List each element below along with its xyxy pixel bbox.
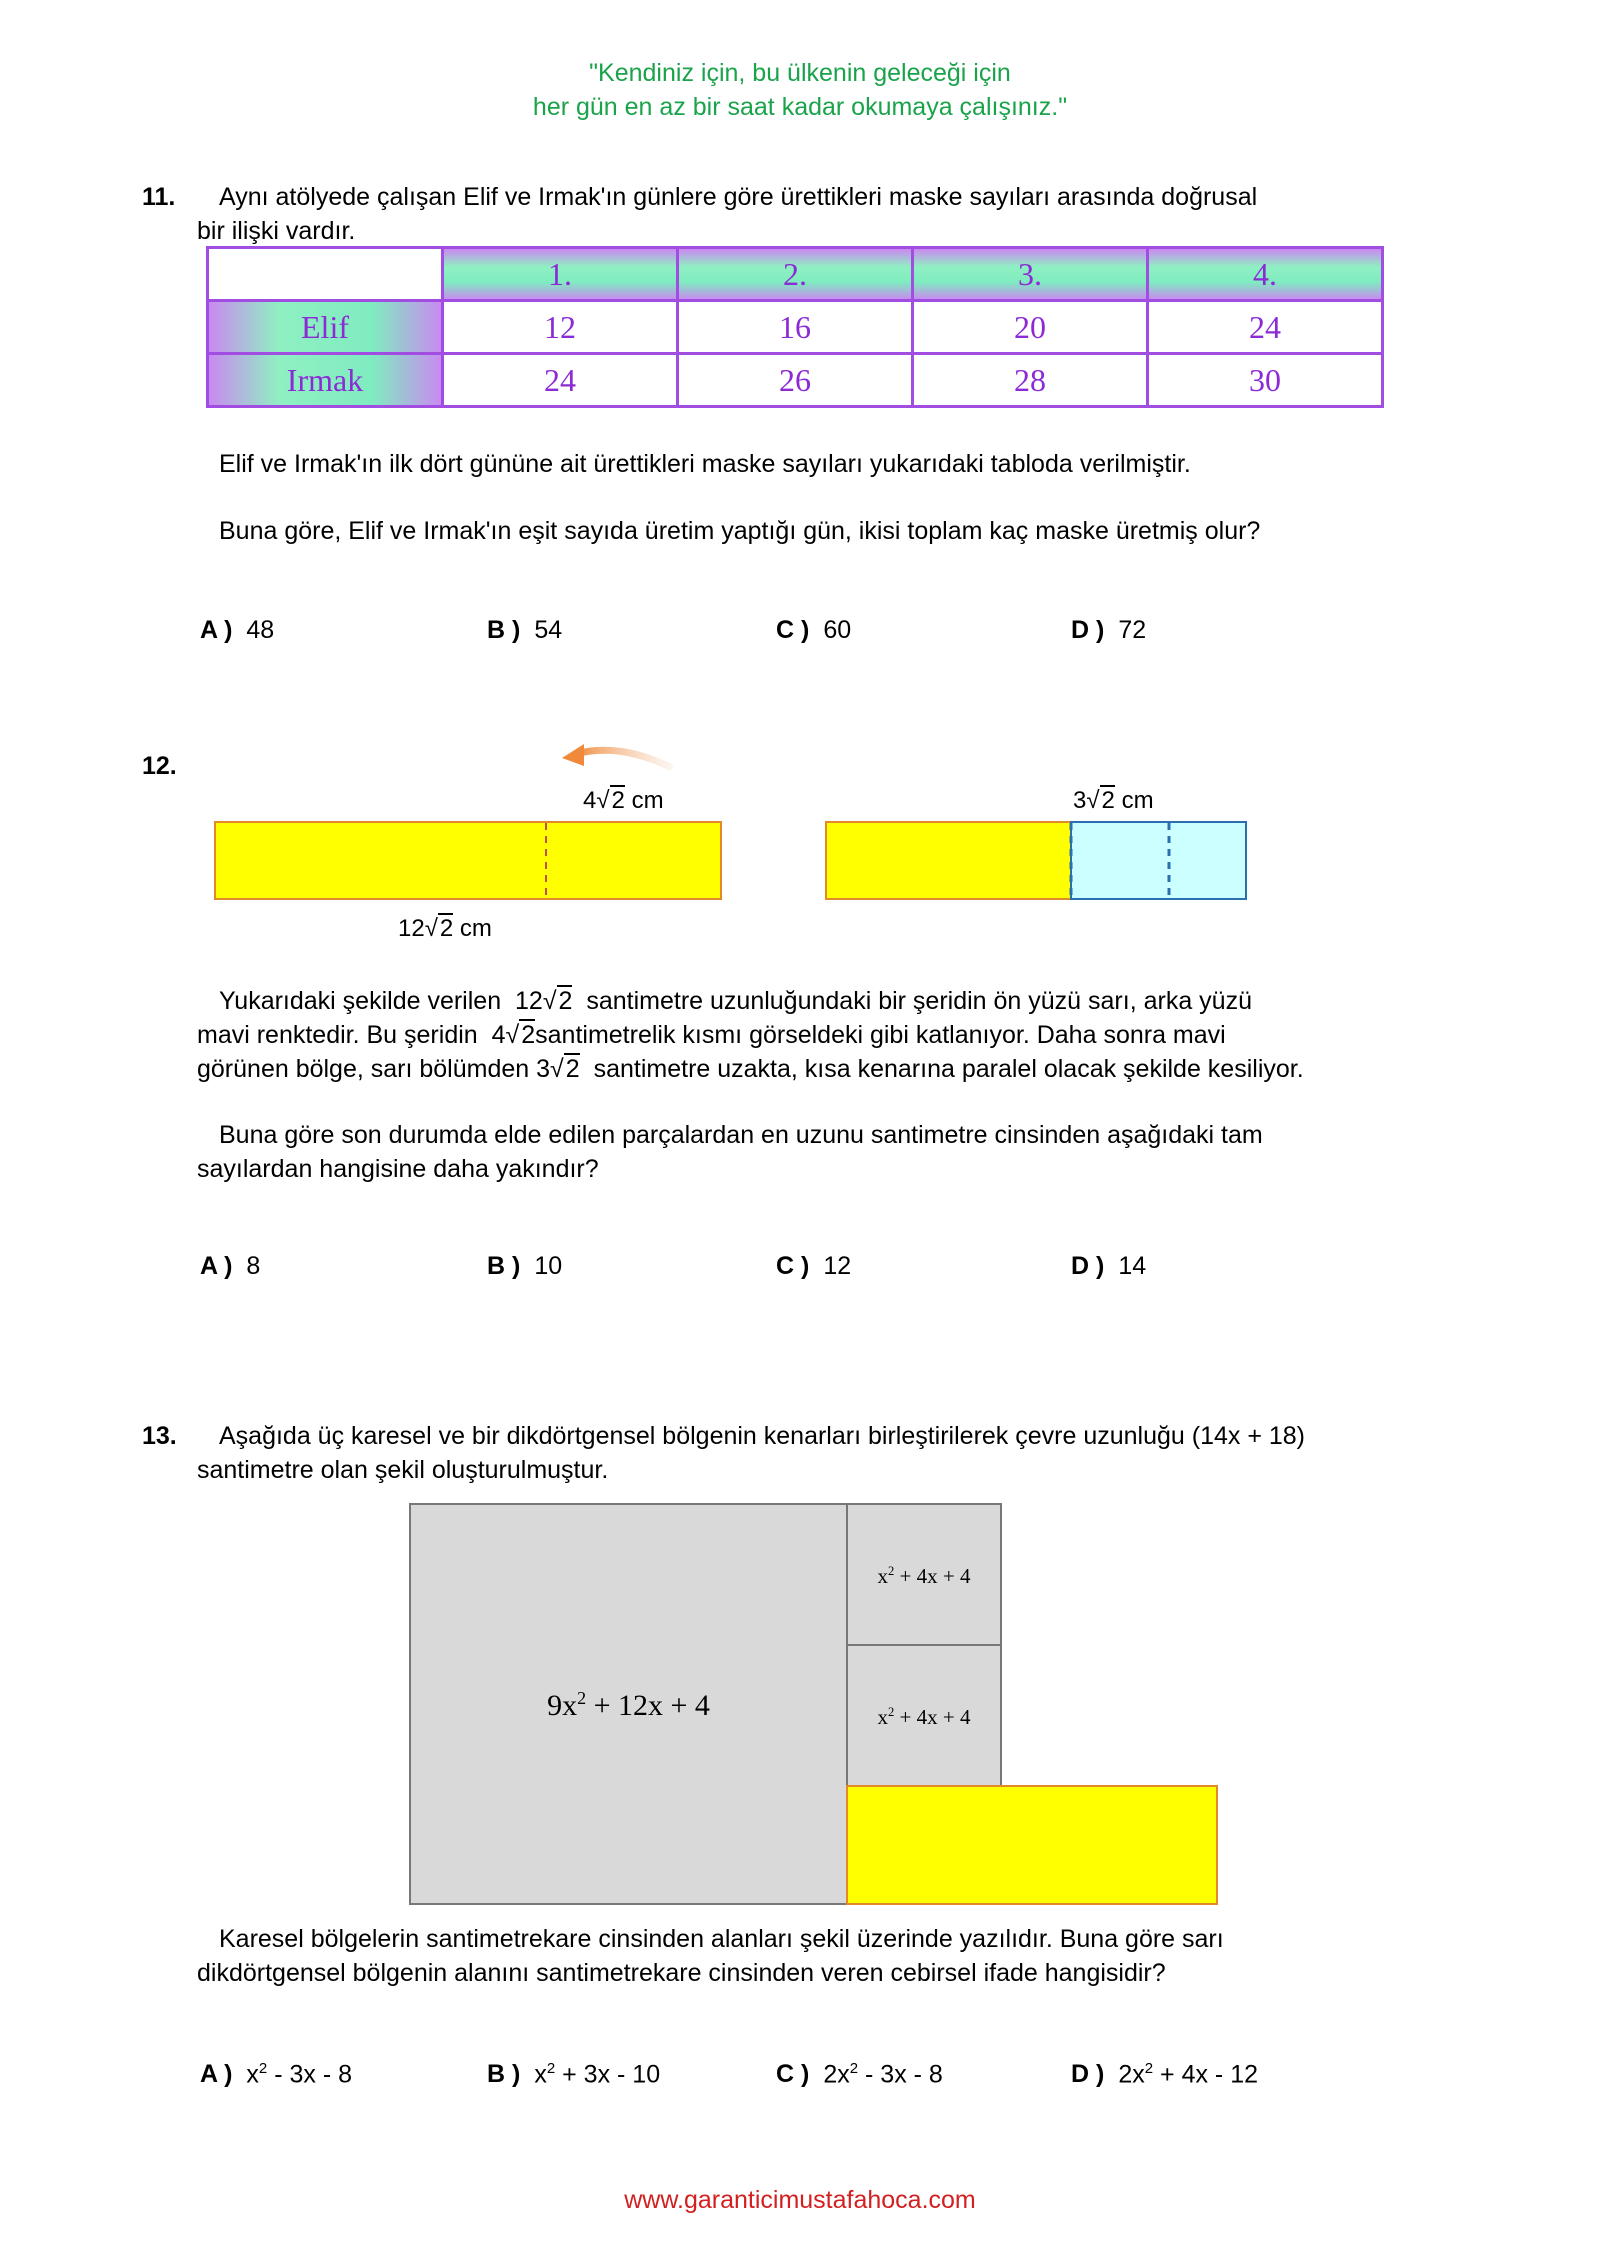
quote-line-1: "Kendiniz için, bu ülkenin geleceği için [589,59,1011,87]
q12-option-d[interactable]: D ) 14 [1071,1252,1147,1280]
small-square-area-label: $x^2 + 4x + 4$ [877,1564,971,1588]
q13-option-b[interactable]: B ) $x^2 + 3x - 10$ [487,2060,661,2089]
q11-text-line2: bir ilişki vardır. [197,217,356,245]
q12-option-c[interactable]: C ) 12 [776,1252,852,1280]
table-cell: 30 [1148,354,1383,407]
header-quote [0,56,1600,124]
q11-table [206,246,1384,408]
q11-option-c[interactable]: C ) 60 [776,616,852,644]
q13-text-line1: Aşağıda üç karesel ve bir dikdörtgensel bölgenin kenarları birleştirilerek çevre uzunluğu (14x + 18) [219,1422,1305,1450]
label-fold-length: 4√2 cm [583,787,664,814]
q13-question-line2: dikdörtgensel bölgenin alanını santimetrekare cinsinden veren cebirsel ifade hangisidir? [197,1959,1166,1987]
label-total-length: 12√2 cm [398,915,492,942]
quote-line-2: her gün en az bir saat kadar okumaya çalışınız." [532,93,1068,121]
q13-option-d[interactable]: D ) $2x^2 + 4x - 12$ [1071,2060,1258,2089]
table-row-header: Elif [208,301,443,354]
q12-question-line2: sayılardan hangisine daha yakındır? [197,1155,599,1183]
table-cell: 24 [443,354,678,407]
table-row-header: Irmak [208,354,443,407]
q13-text-line2: santimetre olan şekil oluşturulmuştur. [197,1456,609,1484]
q11-number: 11. [142,183,176,211]
table-cell: 12 [443,301,678,354]
q11-option-d[interactable]: D ) 72 [1071,616,1147,644]
table-row [208,354,1383,407]
arrow-head-icon [562,744,584,766]
q12-figure [0,730,1600,950]
label-cut-length: 3√2 cm [1073,787,1154,814]
footer-url[interactable]: www.garanticimustafahoca.com [624,2186,976,2214]
q13-option-c[interactable]: C ) $2x^2 - 3x - 8$ [776,2060,943,2089]
fold-arrow-icon [575,750,672,768]
q12-question-line1: Buna göre son durumda elde edilen parçalardan en uzunu santimetre cinsinden aşağıdaki tam [219,1121,1263,1149]
table-cell: 24 [1148,301,1383,354]
small-square-area-label: $x^2 + 4x + 4$ [877,1705,971,1729]
q12-text-line3: görünen bölge, sarı bölümden 3√2 santimetre uzakta, kısa kenarına paralel olacak şekilde kesiliyor. [197,1055,1304,1083]
yellow-strip [215,822,721,899]
table-cell: 16 [678,301,913,354]
q11-option-b[interactable]: B ) 54 [487,616,563,644]
table-cell: 20 [913,301,1148,354]
q12-text-line1: Yukarıdaki şekilde verilen 12√2 santimetre uzunluğundaki bir şeridin ön yüzü sarı, arka yüzü [219,987,1252,1015]
table-row [208,301,1383,354]
q13-option-a[interactable]: A ) $x^2 - 3x - 8$ [200,2060,352,2089]
table-cell: 28 [913,354,1148,407]
q12-option-a[interactable]: A ) 8 [200,1252,261,1280]
table-day-header: 1. [443,248,678,301]
q11-question: Buna göre, Elif ve Irmak'ın eşit sayıda üretim yaptığı gün, ikisi toplam kaç maske üretmiş olur? [219,517,1261,545]
table-day-header: 2. [678,248,913,301]
q12-option-b[interactable]: B ) 10 [487,1252,563,1280]
table-cell: 26 [678,354,913,407]
q13-question-line1: Karesel bölgelerin santimetrekare cinsinden alanları şekil üzerinde yazılıdır. Buna göre sarı [219,1925,1224,1953]
q12-text-line2: mavi renktedir. Bu şeridin 4√2santimetrelik kısmı görseldeki gibi katlanıyor. Daha sonra mavi [197,1021,1226,1049]
table-corner [208,248,443,301]
q11-info: Elif ve Irmak'ın ilk dört gününe ait ürettikleri maske sayıları yukarıdaki tabloda verilmiştir. [219,450,1191,478]
blue-folded-part [1071,822,1246,899]
q11-option-a[interactable]: A ) 48 [200,616,275,644]
q12-number: 12. [142,752,177,780]
yellow-rectangle [847,1786,1217,1904]
big-square-area-label: $9x^2 + 12x + 4$ [547,1688,710,1722]
table-day-header: 3. [913,248,1148,301]
q11-text-line1: Aynı atölyede çalışan Elif ve Irmak'ın günlere göre ürettikleri maske sayıları arasında doğrusal [219,183,1258,211]
folded-yellow-part [826,822,1071,899]
table-day-header: 4. [1148,248,1383,301]
q13-number: 13. [142,1422,177,1450]
table-header-row [208,248,1383,301]
